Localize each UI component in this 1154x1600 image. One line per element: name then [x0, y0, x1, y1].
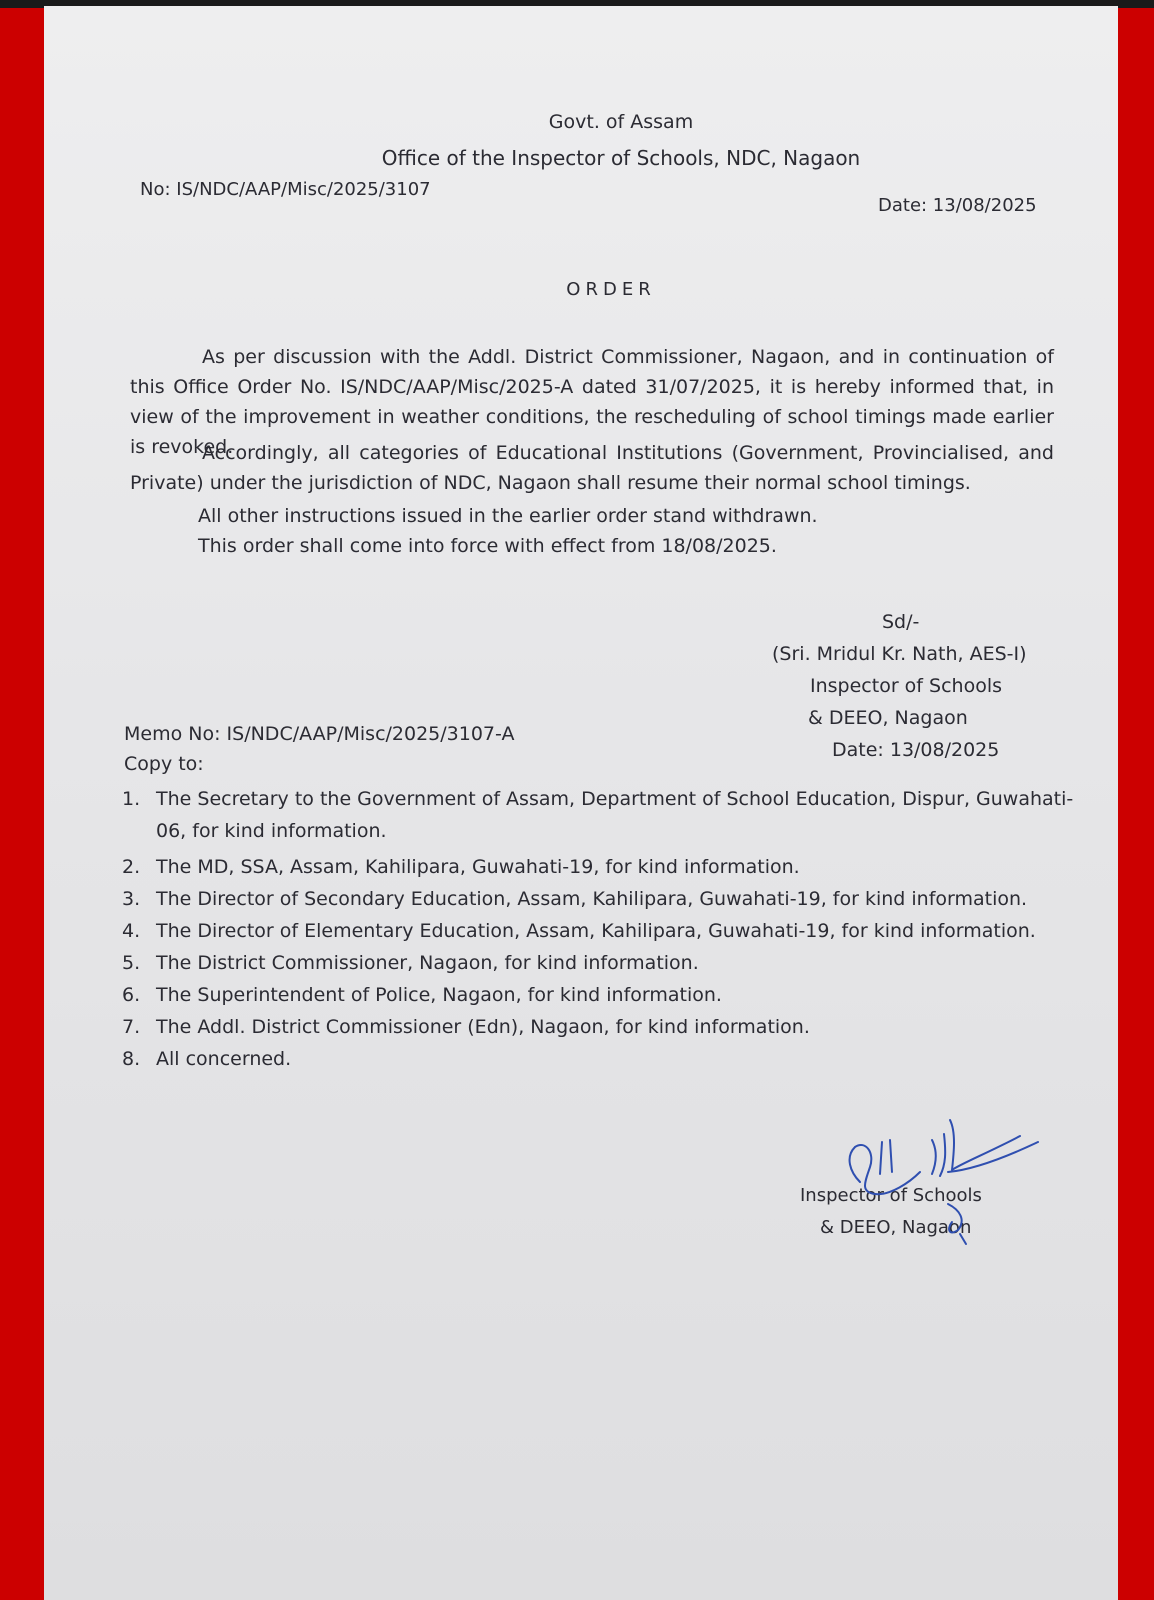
item-number: 1. — [122, 788, 141, 810]
copy-list-item — [122, 916, 1036, 946]
copy-list-item — [122, 784, 1073, 814]
item-number: 6. — [122, 984, 141, 1006]
memo-number: Memo No: IS/NDC/AAP/Misc/2025/3107-A — [124, 723, 515, 745]
copy-list-item — [122, 1044, 291, 1074]
item-number: 8. — [122, 1048, 141, 1070]
bottom-signatory-designation: Inspector of Schools — [800, 1185, 982, 1206]
item-text: The Secretary to the Government of Assam, Department of School Education, Dispur, Guwahati- — [156, 788, 1074, 810]
item-number: 5. — [122, 952, 141, 974]
item-text: The District Commissioner, Nagaon, for kind information. — [156, 952, 699, 974]
bottom-signatory-office: & DEEO, Nagaon — [820, 1217, 972, 1238]
copy-list-item — [122, 980, 722, 1010]
order-paragraph-4: This order shall come into force with effect from 18/08/2025. — [198, 535, 777, 557]
govt-heading: Govt. of Assam — [548, 111, 694, 133]
item-number: 3. — [122, 888, 141, 910]
copy-list-item — [122, 852, 800, 882]
order-paragraph-2: Accordingly, all categories of Educational Institutions (Government, Provincialised, and Private) under the jurisdiction of NDC, Nagaon shall resume their normal school timings. — [130, 442, 1054, 494]
order-paragraph-3: All other instructions issued in the earlier order stand withdrawn. — [198, 505, 818, 527]
document-page — [44, 6, 1118, 1600]
order-title: ORDER — [566, 279, 656, 300]
copy-to-label: Copy to: — [124, 753, 204, 775]
copy-list-item — [122, 1012, 810, 1042]
signatory-date: Date: 13/08/2025 — [832, 739, 1000, 761]
item-text: The Superintendent of Police, Nagaon, for kind information. — [156, 984, 722, 1006]
item-text: The Addl. District Commissioner (Edn), Nagaon, for kind information. — [156, 1016, 810, 1038]
signatory-name: (Sri. Mridul Kr. Nath, AES-I) — [772, 643, 1027, 665]
item-number: 7. — [122, 1016, 141, 1038]
item-number: 4. — [122, 920, 141, 942]
office-heading: Office of the Inspector of Schools, NDC, Nagaon — [381, 146, 861, 170]
item-text: The MD, SSA, Assam, Kahilipara, Guwahati-19, for kind information. — [156, 856, 800, 878]
order-paragraph-1: As per discussion with the Addl. District Commissioner, Nagaon, and in continuation of this Office Order No. IS/NDC/AAP/Misc/2025-A dated 31/07/2025, it is hereby informed that, in view of the improvement in weather conditions, the rescheduling of school timings made earlier is revoked. — [130, 346, 1054, 458]
item-text: The Director of Secondary Education, Assam, Kahilipara, Guwahati-19, for kind information. — [156, 888, 1028, 910]
item-text: All concerned. — [156, 1048, 292, 1070]
handwritten-signature — [820, 1112, 1060, 1272]
signatory-designation: Inspector of Schools — [810, 675, 1002, 697]
item-number: 2. — [122, 856, 141, 878]
copy-list-item — [122, 948, 699, 978]
signatory-office: & DEEO, Nagaon — [808, 707, 968, 729]
order-date: Date: 13/08/2025 — [878, 195, 1037, 216]
copy-list-item-continuation: 06, for kind information. — [156, 820, 387, 842]
copy-list-item — [122, 884, 1027, 914]
item-text: The Director of Elementary Education, Assam, Kahilipara, Guwahati-19, for kind information. — [156, 920, 1036, 942]
order-number: No: IS/NDC/AAP/Misc/2025/3107 — [140, 179, 431, 200]
sd-mark: Sd/- — [882, 611, 920, 633]
